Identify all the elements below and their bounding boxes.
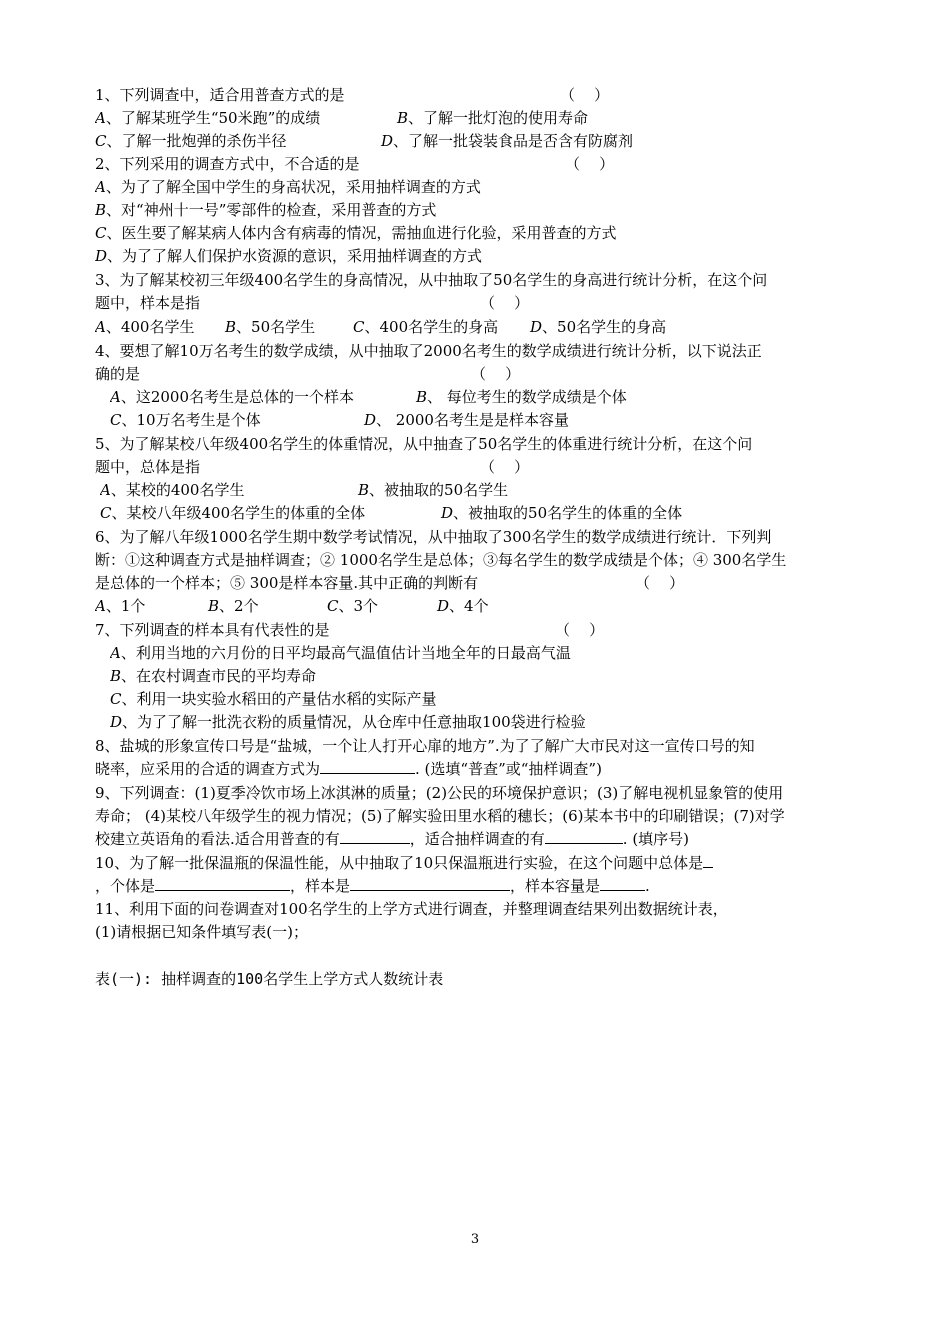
answer-blank [155, 875, 290, 891]
question-2-option-b: B、对“神州十一号”零部件的检查，采用普查的方式 [95, 201, 437, 219]
answer-paren: （ ） [471, 365, 521, 383]
question-7-option-b: B、在农村调查市民的平均寿命 [110, 667, 317, 685]
question-9-line2: 寿命； (4)某校八年级学生的视力情况；(5)了解实验田里水稻的穗长；(6)某本书中的印刷错误；(7)对学 [95, 807, 785, 825]
answer-blank [545, 828, 623, 844]
question-10-line2: ，个体是 ，样本是 ，样本容量是 . [95, 877, 650, 895]
answer-blank [350, 875, 510, 891]
page-number: 3 [470, 1232, 480, 1247]
question-6-stem-line2: 断：①这种调查方式是抽样调查；② 1000名学生是总体；③每名学生的数学成绩是个体；④ 300名学生 [95, 551, 787, 569]
question-6-stem-line1: 6、为了解八年级1000名学生期中数学考试情况，从中抽取了300名学生的数学成绩进行统计．下列判 [95, 528, 772, 546]
question-11-line1: 11、利用下面的问卷调查对100名学生的上学方式进行调查，并整理调查结果列出数据统计表， [95, 900, 728, 918]
answer-blank [320, 758, 415, 774]
answer-paren: （ ） [635, 574, 685, 592]
question-8-line1: 8、盐城的形象宣传口号是“盐城，一个让人打开心扉的地方”.为了了解广大市民对这一宣传口号的知 [95, 737, 755, 755]
question-8-line2: 晓率，应采用的合适的调查方式为 . (选填“普查”或“抽样调查”) [95, 760, 602, 778]
answer-blank [703, 852, 713, 868]
question-1-options-row2: C、了解一批炮弹的杀伤半径 D、了解一批袋装食品是否含有防腐剂 [95, 132, 634, 150]
answer-paren: （ ） [560, 86, 610, 104]
question-7-option-c: C、利用一块实验水稻田的产量估水稻的实际产量 [110, 690, 437, 708]
answer-paren: （ ） [480, 294, 530, 312]
question-3-stem-line2: 题中，样本是指 （ ） [95, 292, 860, 315]
question-4-options-row2: C、10万名考生是个体 D、 2000名考生是是样本容量 [110, 411, 569, 429]
answer-blank [600, 875, 645, 891]
question-5-stem-line2: 题中，总体是指 （ ） [95, 456, 860, 479]
question-2-option-d: D、为了了解人们保护水资源的意识，采用抽样调查的方式 [95, 247, 483, 265]
question-1-options-row1: A、了解某班学生“50米跑”的成绩 B、了解一批灯泡的使用寿命 [95, 109, 589, 127]
answer-paren: （ ） [555, 621, 605, 639]
question-9-line3: 校建立英语角的看法.适合用普查的有 ，适合抽样调查的有 . (填序号) [95, 830, 690, 848]
question-4-stem-line1: 4、要想了解10万名考生的数学成绩，从中抽取了2000名考生的数学成绩进行统计分析，以下说法正 [95, 342, 762, 360]
answer-paren: （ ） [565, 155, 615, 173]
question-7-stem: 7、下列调查的样本具有代表性的是 （ ） [95, 619, 860, 642]
question-3-options: A、400名学生 B、50名学生 C、400名学生的身高 D、50名学生的身高 [95, 318, 667, 336]
question-9-line1: 9、下列调查：(1)夏季冷饮市场上冰淇淋的质量；(2)公民的环境保护意识；(3)了解电视机显象管的使用 [95, 784, 784, 802]
question-5-options-row1: A、某校的400名学生 B、被抽取的50名学生 [100, 481, 509, 499]
answer-blank [340, 828, 410, 844]
question-7-option-a: A、利用当地的六月份的日平均最高气温值估计当地全年的日最高气温 [110, 644, 571, 662]
question-6-options: A、1个 B、2个 C、3个 D、4个 [95, 597, 489, 615]
question-4-stem-line2: 确的是 （ ） [95, 363, 860, 386]
question-4-options-row1: A、这2000名考生是总体的一个样本 B、 每位考生的数学成绩是个体 [110, 388, 627, 406]
question-1-stem: 1、下列调查中，适合用普查方式的是 （ ） [95, 84, 860, 107]
question-2-option-a: A、为了了解全国中学生的身高状况，采用抽样调查的方式 [95, 178, 481, 196]
question-2-stem: 2、下列采用的调查方式中，不合适的是 （ ） [95, 153, 860, 176]
question-2-option-c: C、医生要了解某病人体内含有病毒的情况，需抽血进行化验，采用普查的方式 [95, 224, 617, 242]
answer-paren: （ ） [480, 458, 530, 476]
question-6-stem-line3: 是总体的一个样本；⑤ 300是样本容量.其中正确的判断有 （ ） [95, 572, 860, 595]
question-10-line1: 10、为了解一批保温瓶的保温性能，从中抽取了10只保温瓶进行实验，在这个问题中总体是 [95, 852, 860, 875]
question-7-option-d: D、为了了解一批洗衣粉的质量情况，从仓库中任意抽取100袋进行检验 [110, 713, 586, 731]
question-5-options-row2: C、某校八年级400名学生的体重的全体 D、被抽取的50名学生的体重的全体 [100, 504, 683, 522]
question-11-line2: (1)请根据已知条件填写表(一)； [95, 923, 308, 941]
question-3-stem-line1: 3、为了解某校初三年级400名学生的身高情况，从中抽取了50名学生的身高进行统计分析，在这个问 [95, 271, 768, 289]
table-caption: 表(一): 抽样调查的100名学生上学方式人数统计表 [95, 970, 444, 988]
question-5-stem-line1: 5、为了解某校八年级400名学生的体重情况，从中抽查了50名学生的体重进行统计分析，在这个问 [95, 435, 753, 453]
